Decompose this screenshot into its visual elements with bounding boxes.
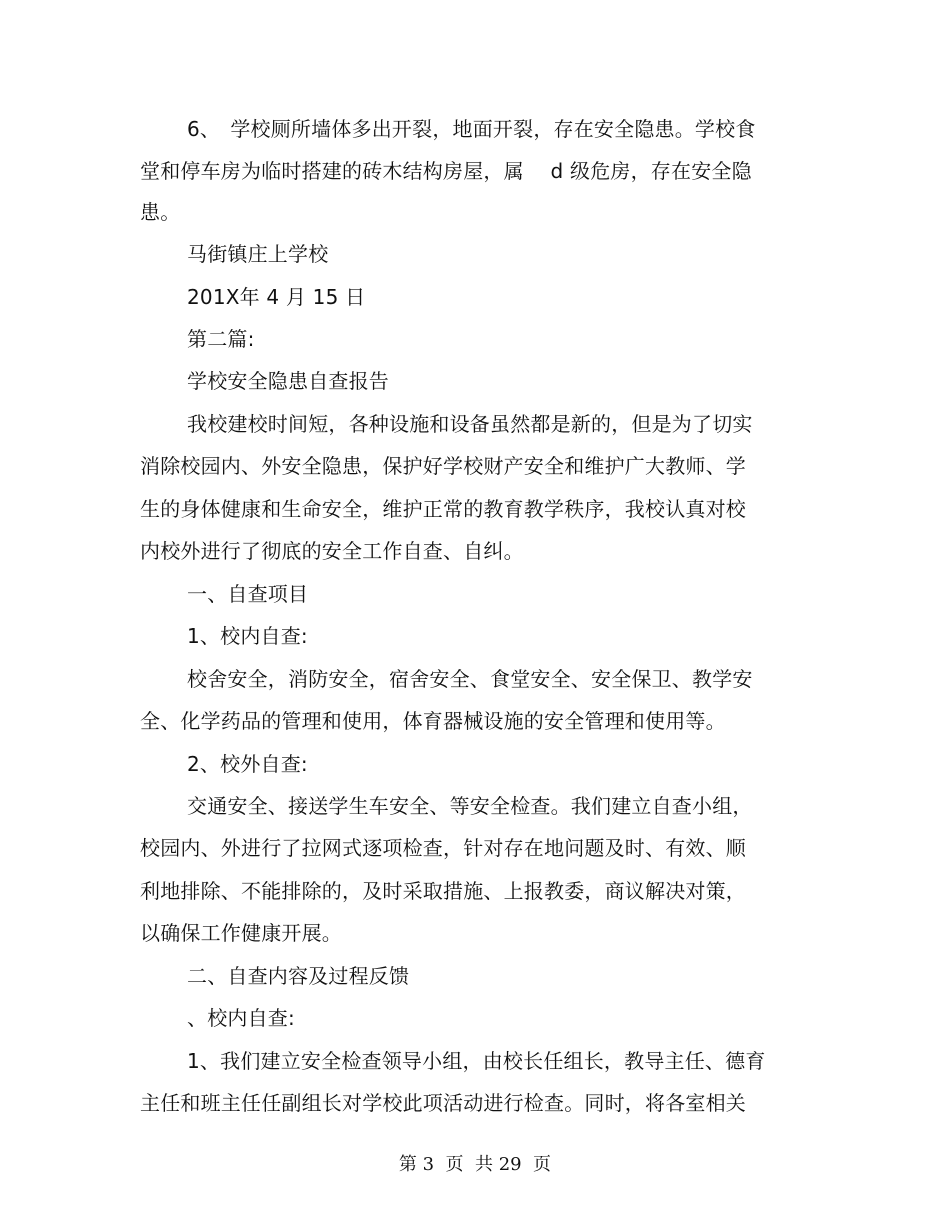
- paragraph-line: 校舍安全，消防安全，宿舍安全、食堂安全、安全保卫、教学安: [187, 667, 753, 691]
- paragraph-line: 患。: [140, 200, 181, 224]
- school-name: 马街镇庄上学校: [187, 242, 329, 266]
- paragraph-line: 校园内、外进行了拉网式逐项检查，针对存在地问题及时、有效、顺: [140, 836, 746, 860]
- date-line: 201X年 4 月 15 日: [187, 285, 366, 309]
- paragraph-line: 6、 学校厕所墙体多出开裂，地面开裂，存在安全隐患。学校食: [187, 117, 756, 141]
- paragraph-line: 全、化学药品的管理和使用，体育器械设施的安全管理和使用等。: [140, 709, 726, 733]
- paragraph-line: 生的身体健康和生命安全，维护正常的教育教学秩序，我校认真对校: [140, 497, 746, 521]
- paragraph-line: 主任和班主任任副组长对学校此项活动进行检查。同时，将各室相关: [140, 1091, 746, 1115]
- section-label: 第二篇:: [187, 327, 255, 351]
- section-heading: 二、自查内容及过程反馈: [187, 964, 410, 988]
- paragraph-line: 利地排除、不能排除的，及时采取措施、上报教委，商议解决对策，: [140, 879, 746, 903]
- section-heading: 一、自查项目: [187, 582, 309, 606]
- paragraph-line: 我校建校时间短，各种设施和设备虽然都是新的，但是为了切实: [187, 412, 753, 436]
- paragraph-line: 交通安全、接送学生车安全、等安全检查。我们建立自查小组，: [187, 794, 753, 818]
- subsection-heading: 2、校外自查:: [187, 752, 308, 776]
- subsection-heading: 1、校内自查:: [187, 624, 308, 648]
- paragraph-line: 内校外进行了彻底的安全工作自查、自纠。: [140, 539, 524, 563]
- report-title: 学校安全隐患自查报告: [187, 369, 389, 393]
- paragraph-line: 以确保工作健康开展。: [140, 921, 342, 945]
- subsection-heading: 、校内自查:: [187, 1006, 295, 1030]
- paragraph-line: 1、我们建立安全检查领导小组，由校长任组长，教导主任、德育: [187, 1049, 766, 1073]
- paragraph-line: 堂和停车房为临时搭建的砖木结构房屋，属 d 级危房，存在安全隐: [140, 159, 752, 183]
- paragraph-line: 消除校园内、外安全隐患，保护好学校财产安全和维护广大教师、学: [140, 454, 746, 478]
- page-footer: 第 3 页 共 29 页: [398, 1154, 552, 1175]
